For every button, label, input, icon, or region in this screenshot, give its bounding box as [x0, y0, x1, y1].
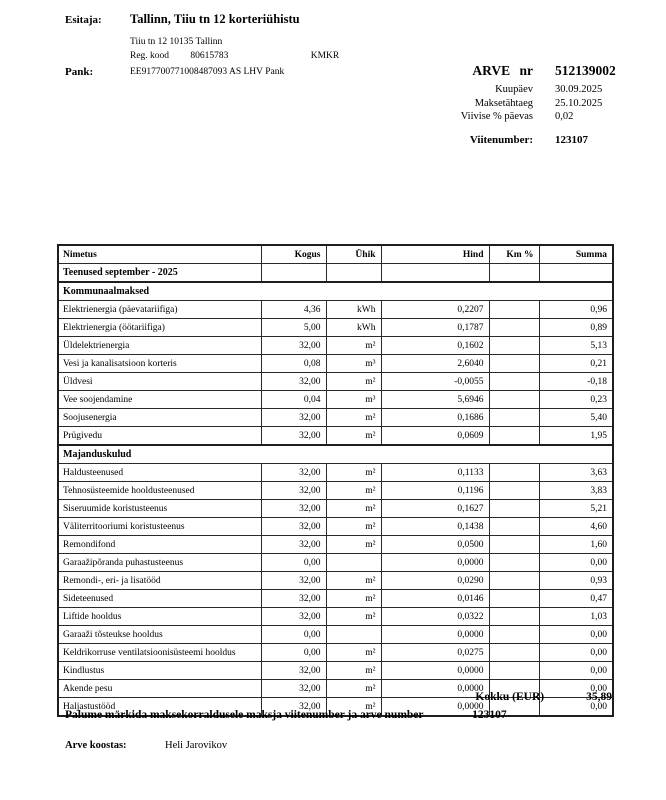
item-summa: 1,60	[539, 536, 613, 554]
item-km	[489, 391, 539, 409]
item-name: Liftide hooldus	[58, 608, 261, 626]
maksetahtaeg-label: Maksetähtaeg	[474, 97, 533, 109]
item-summa: 0,96	[539, 301, 613, 319]
item-hind: 0,1438	[381, 518, 489, 536]
item-summa: 0,47	[539, 590, 613, 608]
item-km	[489, 554, 539, 572]
item-yhik: m²	[326, 464, 381, 482]
table-row	[58, 572, 613, 590]
item-summa: 4,60	[539, 518, 613, 536]
item-name: Väliterritooriumi koristusteenus	[58, 518, 261, 536]
item-km	[489, 482, 539, 500]
total-value: 35,89	[586, 691, 612, 703]
payment-note-text: Palume märkida maksekorraldusele maksja viitenumber ja arve number	[65, 709, 424, 721]
item-kogus: 0,00	[261, 626, 326, 644]
table-row	[58, 373, 613, 391]
col-nimetus: Nimetus	[58, 245, 261, 264]
table-row	[58, 590, 613, 608]
invoice-table-wrap	[57, 244, 612, 717]
item-kogus: 32,00	[261, 373, 326, 391]
item-summa: 0,93	[539, 572, 613, 590]
kuupaev-row	[380, 83, 623, 97]
item-hind: 0,0290	[381, 572, 489, 590]
item-hind: 0,0609	[381, 427, 489, 446]
item-yhik: m²	[326, 680, 381, 698]
item-name: Vesi ja kanalisatsioon korteris	[58, 355, 261, 373]
koostas-line	[65, 740, 227, 751]
item-name: Vee soojendamine	[58, 391, 261, 409]
item-kogus: 5,00	[261, 319, 326, 337]
item-hind	[381, 264, 489, 283]
reg-kood-value: 80615783	[190, 51, 229, 61]
item-hind: 0,0000	[381, 662, 489, 680]
item-summa: 0,21	[539, 355, 613, 373]
item-name: Üldvesi	[58, 373, 261, 391]
item-hind: 0,0275	[381, 644, 489, 662]
table-row	[58, 427, 613, 446]
item-kogus	[261, 264, 326, 283]
invoice-meta-block	[380, 62, 623, 148]
item-yhik: kWh	[326, 301, 381, 319]
table-row	[58, 644, 613, 662]
item-yhik: m²	[326, 698, 381, 717]
item-yhik: m³	[326, 391, 381, 409]
item-name: Tehnosüsteemide hooldusteenused	[58, 482, 261, 500]
col-summa: Summa	[539, 245, 613, 264]
period-row	[58, 264, 613, 283]
item-summa: 3,83	[539, 482, 613, 500]
reg-kood-label: Reg. kood	[130, 51, 170, 61]
table-row	[58, 301, 613, 319]
item-summa: 5,40	[539, 409, 613, 427]
viivise-label: Viivise % päevas	[460, 111, 533, 122]
table-row	[58, 608, 613, 626]
table-row	[58, 500, 613, 518]
item-yhik	[326, 264, 381, 283]
item-summa: 1,95	[539, 427, 613, 446]
item-name: Elektrienergia (öötariifiga)	[58, 319, 261, 337]
item-yhik: m²	[326, 662, 381, 680]
item-summa	[539, 264, 613, 283]
item-hind: -0,0055	[381, 373, 489, 391]
item-hind: 0,2207	[381, 301, 489, 319]
item-hind: 0,1686	[381, 409, 489, 427]
col-hind: Hind	[381, 245, 489, 264]
reg-kood-line	[130, 51, 339, 61]
maksetahtaeg-row	[380, 97, 623, 111]
item-km	[489, 518, 539, 536]
col-yhik: Ühik	[326, 245, 381, 264]
kuupaev-value: 30.09.2025	[555, 84, 603, 95]
col-km: Km %	[489, 245, 539, 264]
payment-note	[65, 709, 507, 721]
item-hind: 0,0000	[381, 680, 489, 698]
item-kogus: 32,00	[261, 337, 326, 355]
table-row	[58, 464, 613, 482]
viitenumber-row	[380, 133, 623, 148]
item-summa: 0,00	[539, 662, 613, 680]
pank-value: EE917700771008487093 AS LHV Pank	[130, 67, 285, 77]
item-km	[489, 662, 539, 680]
item-name: Teenused september - 2025	[58, 264, 261, 283]
item-km	[489, 644, 539, 662]
item-hind: 2,6040	[381, 355, 489, 373]
esitaja-address: Tiiu tn 12 10135 Tallinn	[130, 37, 223, 47]
item-kogus: 32,00	[261, 572, 326, 590]
item-name: Garaažipõranda puhastusteenus	[58, 554, 261, 572]
item-km	[489, 572, 539, 590]
item-summa: 0,00	[539, 644, 613, 662]
viitenumber-label: Viitenumber:	[469, 133, 533, 146]
item-name: Üldelektrienergia	[58, 337, 261, 355]
table-row	[58, 662, 613, 680]
table-row	[58, 319, 613, 337]
item-km	[489, 319, 539, 337]
item-yhik	[326, 626, 381, 644]
item-km	[489, 500, 539, 518]
payment-note-ref: 123107	[472, 709, 507, 721]
item-hind: 0,0000	[381, 554, 489, 572]
item-summa: 1,03	[539, 608, 613, 626]
item-summa: 0,89	[539, 319, 613, 337]
item-km	[489, 536, 539, 554]
item-kogus: 0,04	[261, 391, 326, 409]
viitenumber-value: 123107	[555, 133, 588, 146]
item-km	[489, 464, 539, 482]
item-kogus: 32,00	[261, 427, 326, 446]
total-label: Kokku (EUR)	[475, 691, 545, 703]
invoice-table-body	[58, 264, 613, 717]
item-yhik: m²	[326, 427, 381, 446]
item-hind: 0,0000	[381, 626, 489, 644]
kmkr-label: KMKR	[310, 51, 340, 61]
invoice-table	[57, 244, 614, 717]
item-kogus: 32,00	[261, 698, 326, 717]
item-name: Elektrienergia (päevatariifiga)	[58, 301, 261, 319]
item-hind: 0,0146	[381, 590, 489, 608]
item-name: Remondifond	[58, 536, 261, 554]
item-yhik: m²	[326, 590, 381, 608]
item-km	[489, 427, 539, 446]
item-kogus: 0,00	[261, 644, 326, 662]
item-summa: 0,00	[539, 680, 613, 698]
item-name: Keldrikorruse ventilatsioonisüsteemi hooldus	[58, 644, 261, 662]
item-hind: 0,0322	[381, 608, 489, 626]
col-kogus: Kogus	[261, 245, 326, 264]
item-name: Haldusteenused	[58, 464, 261, 482]
item-kogus: 32,00	[261, 464, 326, 482]
item-summa: 0,00	[539, 698, 613, 717]
table-header-row	[58, 245, 613, 264]
item-hind: 0,1627	[381, 500, 489, 518]
arve-nr-label: ARVE nr	[472, 63, 533, 78]
section-header-row	[58, 445, 613, 464]
item-yhik: m²	[326, 518, 381, 536]
item-yhik: m²	[326, 482, 381, 500]
item-kogus: 32,00	[261, 608, 326, 626]
item-name: Kindlustus	[58, 662, 261, 680]
item-kogus: 32,00	[261, 518, 326, 536]
item-yhik: m²	[326, 644, 381, 662]
item-summa: 0,00	[539, 626, 613, 644]
item-hind: 0,1602	[381, 337, 489, 355]
item-summa: 0,23	[539, 391, 613, 409]
item-yhik: m²	[326, 373, 381, 391]
item-km	[489, 409, 539, 427]
item-yhik	[326, 554, 381, 572]
section-title: Majanduskulud	[58, 445, 613, 464]
item-hind: 0,0000	[381, 698, 489, 717]
item-name: Soojusenergia	[58, 409, 261, 427]
table-row	[58, 518, 613, 536]
item-name: Akende pesu	[58, 680, 261, 698]
item-name: Siseruumide koristusteenus	[58, 500, 261, 518]
item-yhik: m²	[326, 536, 381, 554]
item-kogus: 32,00	[261, 590, 326, 608]
item-km	[489, 355, 539, 373]
total-row	[57, 691, 612, 703]
item-name: Sideteenused	[58, 590, 261, 608]
item-name: Remondi-, eri- ja lisatööd	[58, 572, 261, 590]
koostas-name: Heli Jarovikov	[165, 740, 228, 751]
item-name: Prügivedu	[58, 427, 261, 446]
item-km	[489, 264, 539, 283]
table-row	[58, 554, 613, 572]
item-hind: 0,1133	[381, 464, 489, 482]
table-row	[58, 536, 613, 554]
item-kogus: 0,08	[261, 355, 326, 373]
section-title: Kommunaalmaksed	[58, 282, 613, 301]
item-kogus: 32,00	[261, 680, 326, 698]
item-yhik: m²	[326, 572, 381, 590]
item-kogus: 32,00	[261, 500, 326, 518]
esitaja-name: Tallinn, Tiiu tn 12 korteriühistu	[130, 12, 300, 26]
table-row	[58, 409, 613, 427]
item-kogus: 32,00	[261, 482, 326, 500]
item-name: Garaaži tõsteukse hooldus	[58, 626, 261, 644]
esitaja-label: Esitaja:	[65, 14, 102, 26]
item-yhik: m³	[326, 355, 381, 373]
item-kogus: 32,00	[261, 536, 326, 554]
pank-label: Pank:	[65, 66, 94, 78]
table-row	[58, 482, 613, 500]
item-summa: 3,63	[539, 464, 613, 482]
section-header-row	[58, 282, 613, 301]
item-km	[489, 590, 539, 608]
item-hind: 0,0500	[381, 536, 489, 554]
item-summa: 0,00	[539, 554, 613, 572]
table-row	[58, 337, 613, 355]
item-summa: 5,13	[539, 337, 613, 355]
item-kogus: 32,00	[261, 662, 326, 680]
arve-nr-row	[380, 62, 623, 79]
item-kogus: 4,36	[261, 301, 326, 319]
viivise-value: 0,02	[555, 111, 574, 122]
item-yhik: m²	[326, 337, 381, 355]
item-km	[489, 373, 539, 391]
item-km	[489, 626, 539, 644]
item-yhik: m²	[326, 409, 381, 427]
item-yhik: m²	[326, 608, 381, 626]
item-kogus: 32,00	[261, 409, 326, 427]
table-row	[58, 626, 613, 644]
item-summa: -0,18	[539, 373, 613, 391]
viivise-row	[380, 110, 623, 124]
koostas-label: Arve koostas:	[65, 740, 127, 751]
maksetahtaeg-value: 25.10.2025	[555, 97, 603, 109]
item-hind: 0,1196	[381, 482, 489, 500]
item-km	[489, 301, 539, 319]
item-km	[489, 608, 539, 626]
item-hind: 0,1787	[381, 319, 489, 337]
item-yhik: kWh	[326, 319, 381, 337]
table-row	[58, 355, 613, 373]
item-hind: 5,6946	[381, 391, 489, 409]
item-kogus: 0,00	[261, 554, 326, 572]
item-yhik: m²	[326, 500, 381, 518]
table-row	[58, 391, 613, 409]
item-name: Haljastustööd	[58, 698, 261, 717]
kuupaev-label: Kuupäev	[495, 84, 533, 95]
item-summa: 5,21	[539, 500, 613, 518]
arve-nr-value: 512139002	[555, 63, 616, 78]
item-km	[489, 337, 539, 355]
